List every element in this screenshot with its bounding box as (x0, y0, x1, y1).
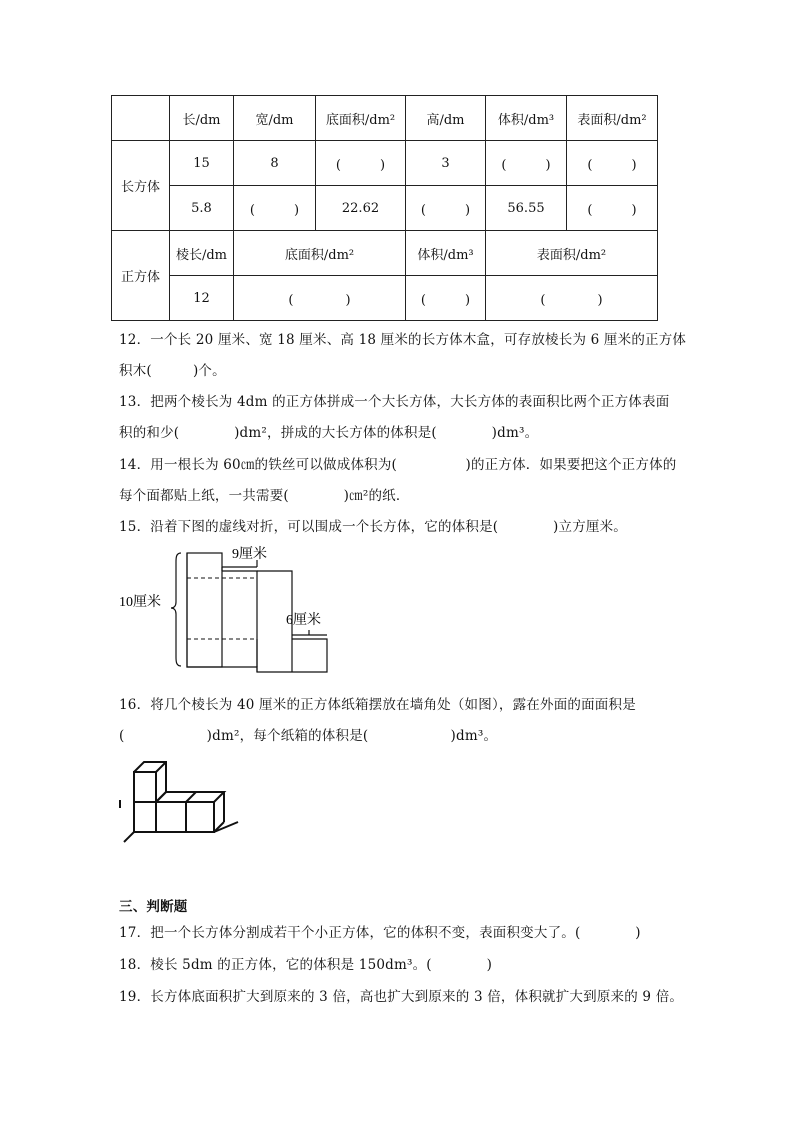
table-header-cell: 体积/dm³ (406, 231, 486, 276)
question-12-line-2: 积木( )个。 (119, 363, 226, 379)
table-header-cell: 底面积/dm² (316, 96, 406, 141)
question-15-line-1: 15．沿着下图的虚线对折，可以围成一个长方体，它的体积是( )立方厘米。 (119, 519, 628, 535)
cube-label: 正方体 (112, 231, 170, 321)
table-cell: 56.55 (486, 186, 567, 231)
question-16-line-1: 16．将几个棱长为 40 厘米的正方体纸箱摆放在墙角处（如图），露在外面的面面积是 (119, 697, 636, 713)
table-header-row (112, 96, 658, 141)
question-13-line-1: 13．把两个棱长为 4dm 的正方体拼成一个大长方体，大长方体的表面积比两个正方体表面 (119, 394, 670, 410)
cuboid-label: 长方体 (112, 141, 170, 231)
table-header-cell: 体积/dm³ (486, 96, 567, 141)
question-19: 19．长方体底面积扩大到原来的 3 倍，高也扩大到原来的 3 倍，体积就扩大到原来的 9 倍。 (119, 989, 684, 1005)
table-cell: 8 (234, 141, 316, 186)
table-cell[interactable]: ( ) (234, 186, 316, 231)
table-cell[interactable]: ( ) (234, 276, 406, 321)
question-14-line-2: 每个面都贴上纸，一共需要( )㎝²的纸． (119, 488, 410, 504)
question-16-line-2: ( )dm²，每个纸箱的体积是( )dm³。 (119, 728, 498, 744)
table-row (112, 276, 658, 321)
question-14-line-1: 14．用一根长为 60㎝的铁丝可以做成体积为( )的正方体．如果要把这个正方体的 (119, 457, 677, 473)
table-cell[interactable]: ( ) (567, 186, 658, 231)
table-row (112, 186, 658, 231)
table-header-cell: 长/dm (170, 96, 234, 141)
table-cell: 15 (170, 141, 234, 186)
table-row (112, 231, 658, 276)
question-13-line-2: 积的和少( )dm²，拼成的大长方体的体积是( )dm³。 (119, 425, 539, 441)
table-header-cell: 宽/dm (234, 96, 316, 141)
table-header-cell: 棱长/dm (170, 231, 234, 276)
table-cell[interactable]: ( ) (406, 186, 486, 231)
table-cell[interactable]: ( ) (486, 141, 567, 186)
unfolded-net-figure (110, 540, 350, 680)
table-cell[interactable]: ( ) (406, 276, 486, 321)
data-table (111, 95, 658, 321)
table-corner-cell (112, 96, 170, 141)
label-10cm: 10厘米 (119, 595, 161, 610)
table-cell: 3 (406, 141, 486, 186)
table-cell[interactable]: ( ) (567, 141, 658, 186)
table-cell[interactable]: ( ) (316, 141, 406, 186)
table-header-cell: 表面积/dm² (486, 231, 658, 276)
table-cell: 5.8 (170, 186, 234, 231)
table-cell[interactable]: ( ) (486, 276, 658, 321)
table-cell: 22.62 (316, 186, 406, 231)
question-17: 17．把一个长方体分割成若干个小正方体，它的体积不变，表面积变大了。( ) (119, 925, 641, 941)
label-9cm: 9厘米 (232, 547, 267, 562)
table-cell: 12 (170, 276, 234, 321)
table-header-cell: 表面积/dm² (567, 96, 658, 141)
table-header-cell: 高/dm (406, 96, 486, 141)
section-3-title: 三、判断题 (119, 899, 188, 915)
question-18: 18．棱长 5dm 的正方体，它的体积是 150dm³。( ) (119, 957, 493, 973)
corner-boxes-figure (116, 754, 246, 850)
label-6cm: 6厘米 (286, 613, 321, 628)
table-row (112, 141, 658, 186)
question-12-line-1: 12．一个长 20 厘米、宽 18 厘米、高 18 厘米的长方体木盒，可存放棱长为 6 厘米的正方体 (119, 332, 687, 348)
table-header-cell: 底面积/dm² (234, 231, 406, 276)
